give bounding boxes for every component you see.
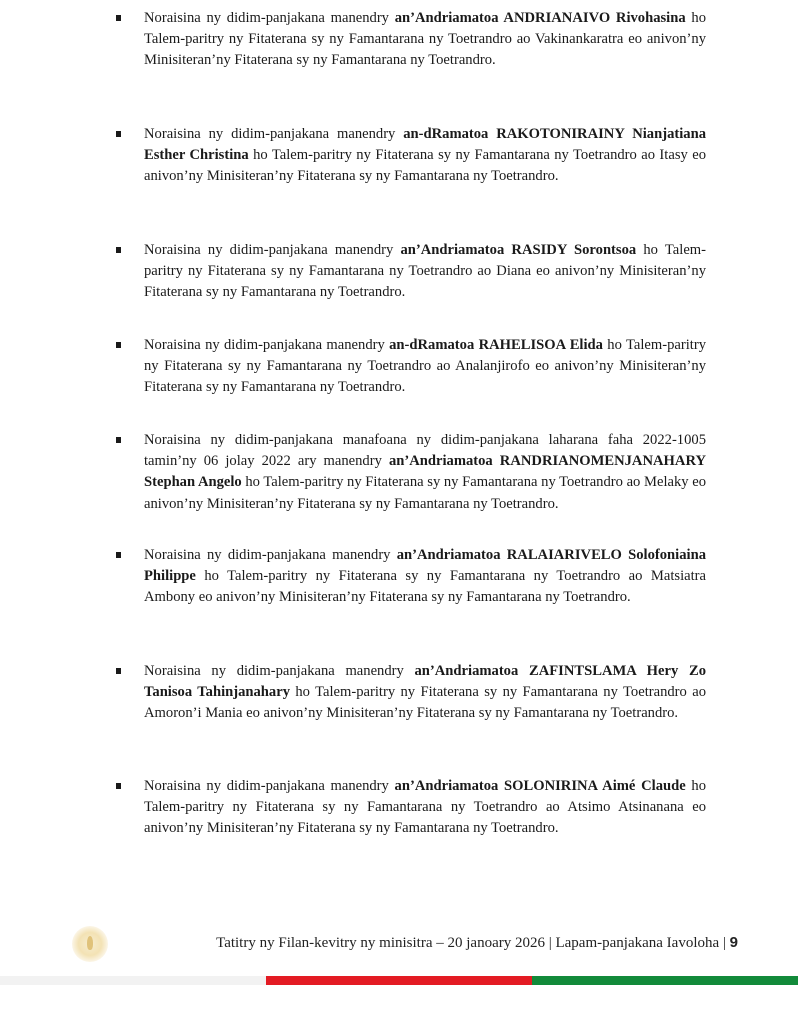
page-footer xyxy=(0,934,738,952)
footer-stripe-red xyxy=(266,976,532,985)
footer-stripe-grey xyxy=(0,976,266,985)
list-item-text: Noraisina ny didim-panjakana manendry an’Andriamatoa ZAFINTSLAMA Hery Zo Tanisoa Tahinjanahary ho Talem-paritry ny Fitaterana sy ny Famantarana ny Toetrandro ao Amoron’i Mania eo anivon’ny Minisiteran’ny Fitaterana sy ny Famantarana ny Toetrandro. xyxy=(144,663,707,722)
bullet-icon xyxy=(116,783,121,789)
list-item xyxy=(112,545,706,623)
bullet-icon xyxy=(116,668,121,674)
list-item xyxy=(112,661,706,739)
list-item-text: Noraisina ny didim-panjakana manendry an-dRamatoa RAHELISOA Elida ho Talem-paritry ny Fitaterana sy ny Famantarana ny Toetrandro ao Analanjirofo eo anivon’ny Minisiteran’ny Fitaterana sy ny Famantarana ny Toetrandro. xyxy=(144,337,706,396)
bullet-icon xyxy=(116,131,121,137)
footer-caption: Tatitry ny Filan-kevitry ny minisitra – 20 janoary 2026 | Lapam-panjakana Iavoloha | xyxy=(216,935,730,951)
footer-stripe-green xyxy=(532,976,798,985)
appointee-name: an’Andriamatoa RASIDY Sorontsoa xyxy=(400,242,637,258)
appointee-name: an’Andriamatoa ANDRIANAIVO Rivohasina xyxy=(394,10,686,26)
list-item-text: Noraisina ny didim-panjakana manendry an’Andriamatoa ANDRIANAIVO Rivohasina ho Talem-paritry ny Fitaterana sy ny Famantarana ny Toetrandro ao Vakinankaratra eo anivon’ny Minisiteran’ny Fitaterana sy ny Famantarana ny Toetrandro. xyxy=(144,10,706,69)
appointee-name: an-dRamatoa RAHELISOA Elida xyxy=(389,337,603,353)
list-item-text: Noraisina ny didim-panjakana manendry an-dRamatoa RAKOTONIRAINY Nianjatiana Esther Christina ho Talem-paritry ny Fitaterana sy ny Famantarana ny Toetrandro ao Itasy eo anivon’ny Minisiteran’ny Fitaterana sy ny Famantarana ny Toetrandro. xyxy=(144,126,706,185)
list-item xyxy=(112,240,706,318)
appointee-name: an-dRamatoa RAKOTONIRAINY Nianjatiana Esther Christina xyxy=(144,126,706,164)
appointee-name: an’Andriamatoa RANDRIANOMENJANAHARY Stephan Angelo xyxy=(144,453,707,491)
appointee-name: an’Andriamatoa RALAIARIVELO Solofoniaina Philippe xyxy=(144,547,706,585)
list-item xyxy=(112,776,706,854)
bullet-icon xyxy=(116,552,121,558)
list-item xyxy=(112,8,706,86)
appointee-name: an’Andriamatoa SOLONIRINA Aimé Claude xyxy=(394,778,686,794)
list-item-text: Noraisina ny didim-panjakana manendry an’Andriamatoa RASIDY Sorontsoa ho Talem-paritry ny Fitaterana sy ny Famantarana ny Toetrandro ao Diana eo anivon’ny Minisiteran’ny Fitaterana sy ny Famantarana ny Toetrandro. xyxy=(144,242,707,301)
list-item xyxy=(112,124,706,202)
bullet-icon xyxy=(116,437,121,443)
page-number: 9 xyxy=(729,934,738,951)
bullet-icon xyxy=(116,15,121,21)
list-item-text: Noraisina ny didim-panjakana manafoana ny didim-panjakana laharana faha 2022-1005 tamin’ny 06 jolay 2022 ary manendry an’Andriamatoa RANDRIANOMENJANAHARY Stephan Angelo ho Talem-paritry ny Fitaterana sy ny Famantarana ny Toetrandro ao Melaky eo anivon’ny Minisiteran’ny Fitaterana sy ny Famantarana ny Toetrandro. xyxy=(144,432,707,512)
bullet-icon xyxy=(116,247,121,253)
list-item xyxy=(112,335,706,413)
appointee-name: an’Andriamatoa ZAFINTSLAMA Hery Zo Tanisoa Tahinjanahary xyxy=(144,663,707,701)
bullet-icon xyxy=(116,342,121,348)
list-item-text: Noraisina ny didim-panjakana manendry an’Andriamatoa RALAIARIVELO Solofoniaina Philippe ho Talem-paritry ny Fitaterana sy ny Famantarana ny Toetrandro ao Matsiatra Ambony eo anivon’ny Minisiteran’ny Fitaterana sy ny Famantarana ny Toetrandro. xyxy=(144,547,706,606)
list-item-text: Noraisina ny didim-panjakana manendry an’Andriamatoa SOLONIRINA Aimé Claude ho Talem-paritry ny Fitaterana sy ny Famantarana ny Toetrandro ao Atsimo Atsinanana eo anivon’ny Minisiteran’ny Fitaterana sy ny Famantarana ny Toetrandro. xyxy=(144,778,707,837)
list-item xyxy=(112,430,706,529)
